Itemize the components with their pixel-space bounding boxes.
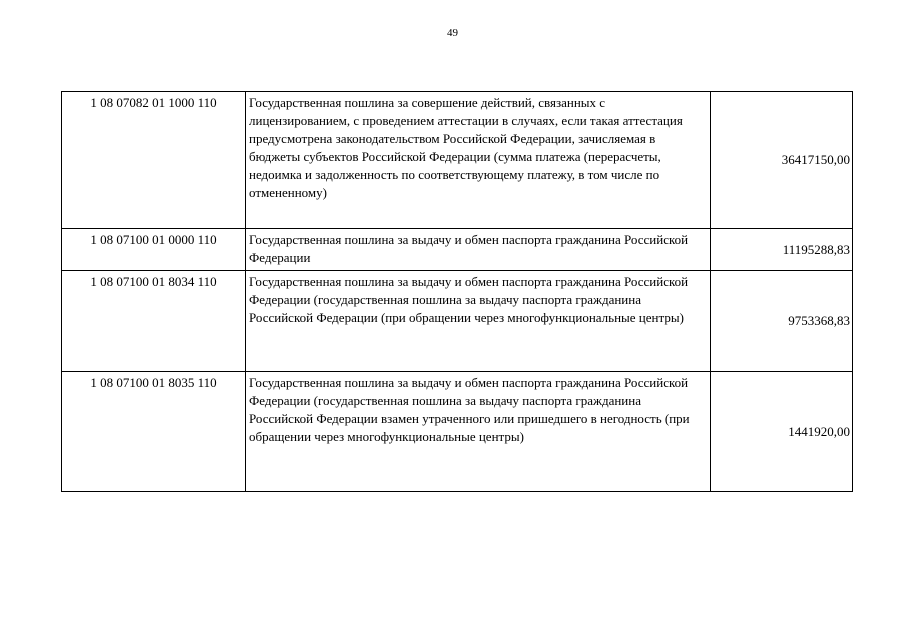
- budget-code-cell: 1 08 07100 01 8035 110: [62, 372, 246, 492]
- amount-cell: 1441920,00: [711, 372, 853, 492]
- table-row: [62, 372, 853, 492]
- table-row: [62, 229, 853, 271]
- amount-cell: 11195288,83: [711, 229, 853, 271]
- page-number: 49: [447, 27, 458, 39]
- budget-code-cell: 1 08 07082 01 1000 110: [62, 92, 246, 229]
- amount-cell: 36417150,00: [711, 92, 853, 229]
- revenue-table: [61, 91, 853, 492]
- description-cell: Государственная пошлина за выдачу и обмен паспорта гражданина Российской Федерации (государственная пошлина за выдачу паспорта гражданина Российской Федерации (при обращении через многофункциональные центры): [246, 271, 711, 372]
- description-cell: Государственная пошлина за выдачу и обмен паспорта гражданина Российской Федерации (государственная пошлина за выдачу паспорта гражданина Российской Федерации взамен утраченного или пришедшего в негодность (при обращении через многофункциональные центры): [246, 372, 711, 492]
- budget-code-cell: 1 08 07100 01 8034 110: [62, 271, 246, 372]
- description-cell: Государственная пошлина за совершение действий, связанных с лицензированием, с проведением аттестации в случаях, если такая аттестация предусмотрена законодательством Российской Федерации, зачисляемая в бюджеты субъектов Российской Федерации (сумма платежа (перерасчеты, недоимка и задолженность по соответствующему платежу, в том числе по отмененному): [246, 92, 711, 229]
- table-row: [62, 92, 853, 229]
- description-cell: Государственная пошлина за выдачу и обмен паспорта гражданина Российской Федерации: [246, 229, 711, 271]
- amount-cell: 9753368,83: [711, 271, 853, 372]
- budget-code-cell: 1 08 07100 01 0000 110: [62, 229, 246, 271]
- table-row: [62, 271, 853, 372]
